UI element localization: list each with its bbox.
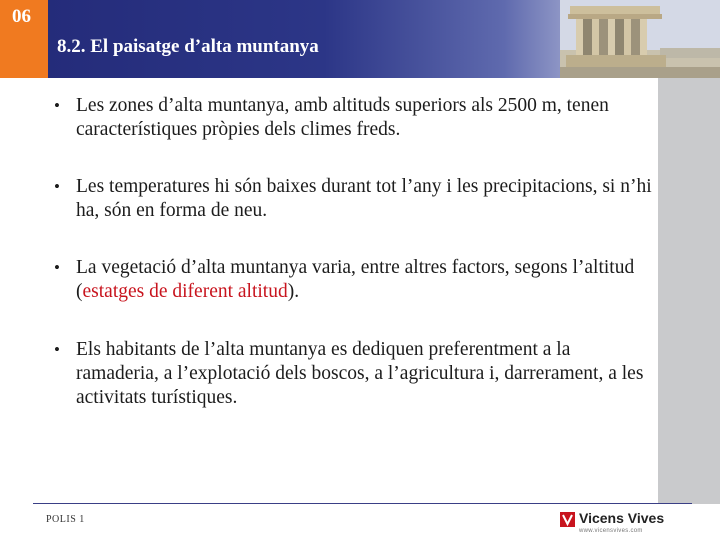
logo-mark-icon [560,512,575,527]
bullet-text-end: ). [287,281,300,302]
logo-url: www.vicensvives.com [579,528,643,534]
bullet-text: La vegetació d’alta muntanya varia, entre altres factors, segons l’altitud ( [76,257,635,302]
temple-photo [560,0,720,78]
bullet-symbol: • [54,177,60,196]
bullet-item [54,94,654,142]
bullet-item [54,175,654,223]
bullet-text: Els habitants de l’alta muntanya es dediquen preferentment a la ramaderia, a l’explotació dels boscos, a l’agricultura i, darrerament, a les activitats turístiques. [76,339,644,408]
bullet-text: Les zones d’alta muntanya, amb altituds superiors als 2500 m, tenen característiques pròpies dels climes freds. [76,95,609,140]
publisher-logo [560,509,665,536]
chapter-badge [0,0,48,78]
bullet-symbol: • [54,258,60,277]
bullet-symbol: • [54,340,60,359]
bullet-item [54,338,654,410]
side-column [658,78,720,504]
caryatid-temple-image [560,0,720,78]
bullet-symbol: • [54,96,60,115]
bullet-item [54,256,654,304]
logo-name: Vicens Vives [579,510,665,526]
highlight-link-text[interactable]: estatges de diferent altitud [82,281,288,302]
footer-divider [33,503,692,504]
chapter-number: 06 [12,6,31,27]
slide-title: 8.2. El paisatge d’alta muntanya [57,36,319,57]
footer-label: POLIS 1 [46,514,85,525]
bullet-text: Les temperatures hi són baixes durant tot l’any i les precipitacions, si n’hi ha, són en forma de neu. [76,176,652,221]
bullet-list [54,94,654,443]
